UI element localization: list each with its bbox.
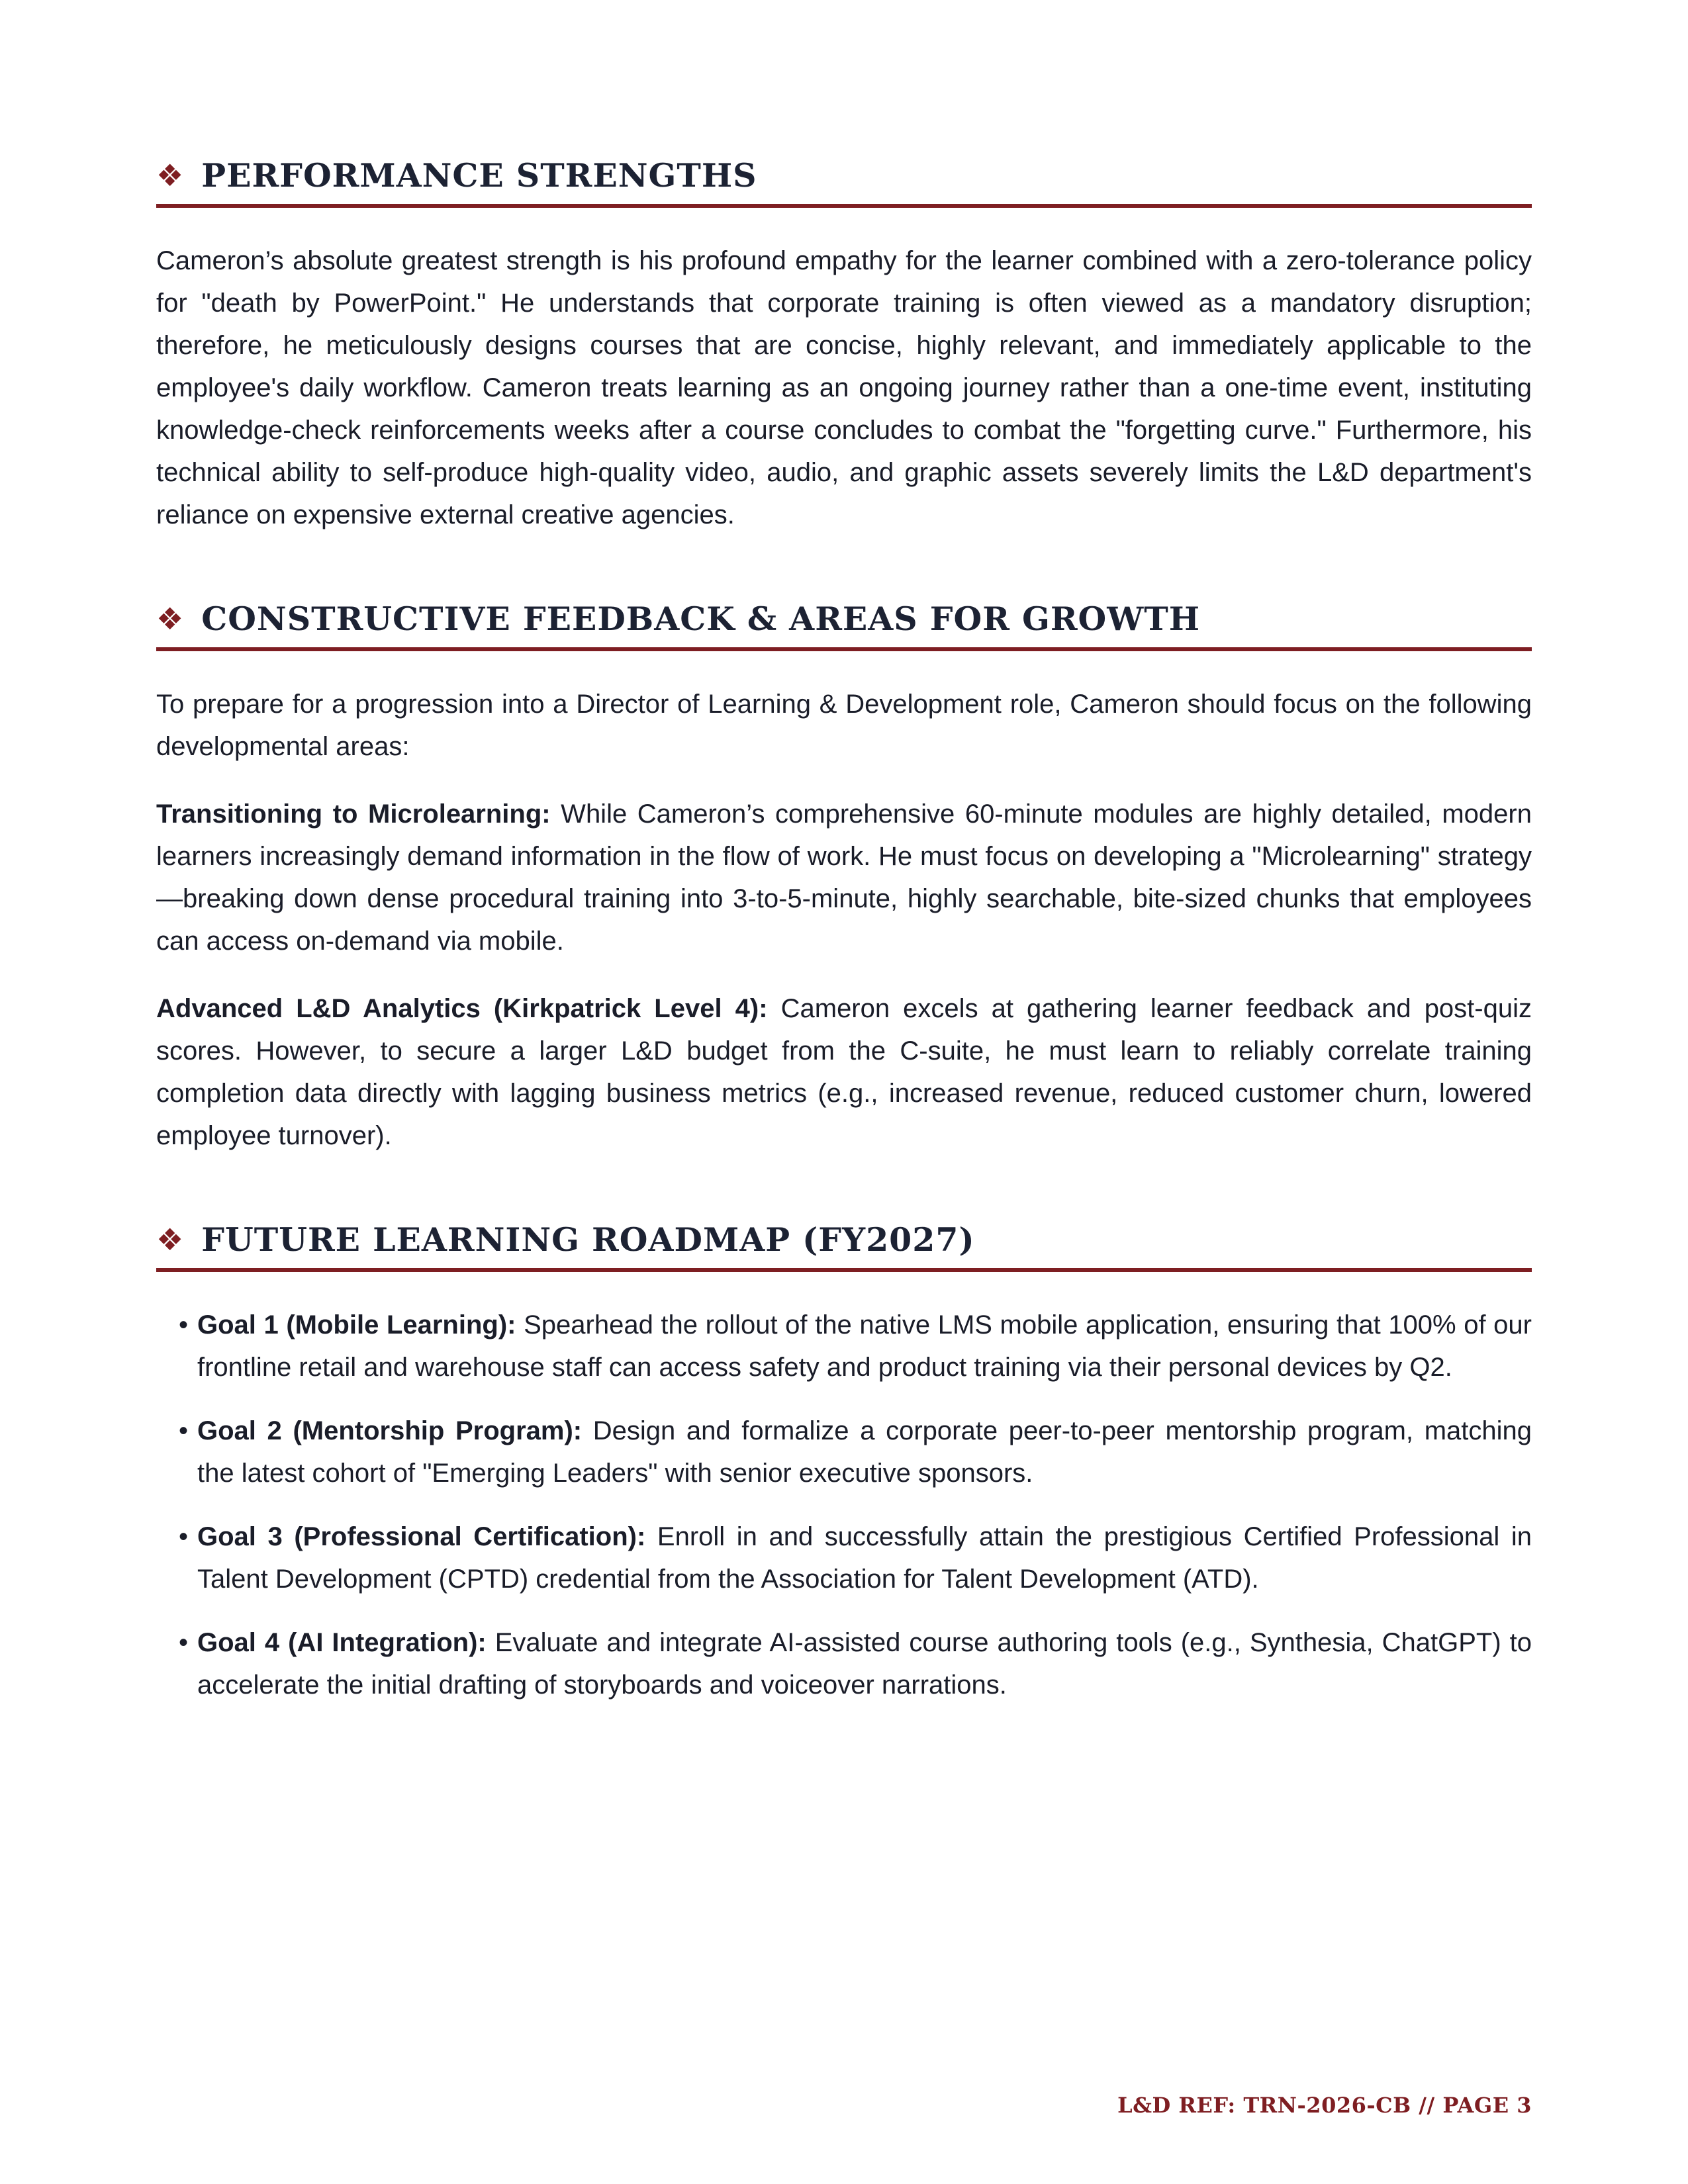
goal-list-item (156, 1516, 1532, 1600)
feedback-intro: To prepare for a progression into a Director of Learning & Development role, Cameron should focus on the following developmental areas: (156, 690, 1532, 761)
diamond-ornament-icon: ❖ (156, 158, 185, 193)
bullet-icon: • (179, 1628, 189, 1657)
goal-lead: Goal 3 (Professional Certification): (197, 1522, 646, 1551)
diamond-ornament-icon: ❖ (156, 601, 185, 637)
goal-lead: Goal 1 (Mobile Learning): (197, 1310, 516, 1340)
section-heading (156, 1220, 1532, 1272)
performance-strengths-section (156, 156, 1532, 536)
goal-lead: Goal 4 (AI Integration): (197, 1628, 487, 1657)
growth-area-lead: Transitioning to Microlearning: (156, 799, 551, 829)
goal-list-item (156, 1304, 1532, 1388)
section-title: CONSTRUCTIVE FEEDBACK & AREAS FOR GROWTH (201, 600, 1201, 638)
section-title: PERFORMANCE STRENGTHS (201, 156, 757, 195)
bullet-icon: • (179, 1310, 189, 1340)
goal-list-item (156, 1621, 1532, 1706)
bullet-icon: • (179, 1416, 189, 1445)
growth-area-text: While Cameron’s comprehensive 60-minute modules are highly detailed, modern learners increasingly demand information in the flow of work. He must focus on developing a "Microlearning" strategy—breaking down dense procedural training into 3-to-5-minute, highly searchable, bite-sized chunks that employees can access on-demand via mobile. (156, 799, 1532, 956)
goal-list-item (156, 1410, 1532, 1494)
diamond-ornament-icon: ❖ (156, 1222, 185, 1257)
goal-text: Evaluate and integrate AI-assisted course authoring tools (e.g., Synthesia, ChatGPT) to accelerate the initial drafting of storyboards and voiceover narrations. (197, 1628, 1532, 1700)
goal-text: Enroll in and successfully attain the prestigious Certified Professional in Talent Development (CPTD) credential from the Association for Talent Development (ATD). (197, 1522, 1532, 1594)
page-footer-reference: L&D REF: TRN-2026-CB // PAGE 3 (1117, 2093, 1532, 2118)
goals-list (156, 1304, 1532, 1706)
strengths-paragraph: Cameron’s absolute greatest strength is his profound empathy for the learner combined with a zero-tolerance policy for "death by PowerPoint." He understands that corporate training is often viewed as a mandatory disruption; therefore, he meticulously designs courses that are concise, highly relevant, and immediately applicable to the employee's daily workflow. Cameron treats learning as an ongoing journey rather than a one-time event, instituting knowledge-check reinforcements weeks after a course concludes to combat the "forgetting curve." Furthermore, his technical ability to self-produce high-quality video, audio, and graphic assets severely limits the L&D department's reliance on expensive external creative agencies. (156, 246, 1532, 529)
future-roadmap-section (156, 1220, 1532, 1706)
document-page (156, 156, 1532, 1770)
section-heading (156, 156, 1532, 208)
growth-area-paragraph (156, 987, 1532, 1157)
goal-text: Design and formalize a corporate peer-to-peer mentorship program, matching the latest cohort of "Emerging Leaders" with senior executive sponsors. (197, 1416, 1532, 1488)
growth-area-text: Cameron excels at gathering learner feedback and post-quiz scores. However, to secure a larger L&D budget from the C-suite, he must learn to reliably correlate training completion data directly with lagging business metrics (e.g., increased revenue, reduced customer churn, lowered employee turnover). (156, 994, 1532, 1150)
section-title: FUTURE LEARNING ROADMAP (FY2027) (201, 1220, 975, 1259)
growth-area-lead: Advanced L&D Analytics (Kirkpatrick Level 4): (156, 994, 768, 1023)
goal-lead: Goal 2 (Mentorship Program): (197, 1416, 583, 1445)
constructive-feedback-section (156, 600, 1532, 1157)
goal-text: Spearhead the rollout of the native LMS mobile application, ensuring that 100% of our frontline retail and warehouse staff can access safety and product training via their personal devices by Q2. (197, 1310, 1532, 1382)
growth-area-paragraph (156, 793, 1532, 962)
section-heading (156, 600, 1532, 651)
bullet-icon: • (179, 1522, 189, 1551)
